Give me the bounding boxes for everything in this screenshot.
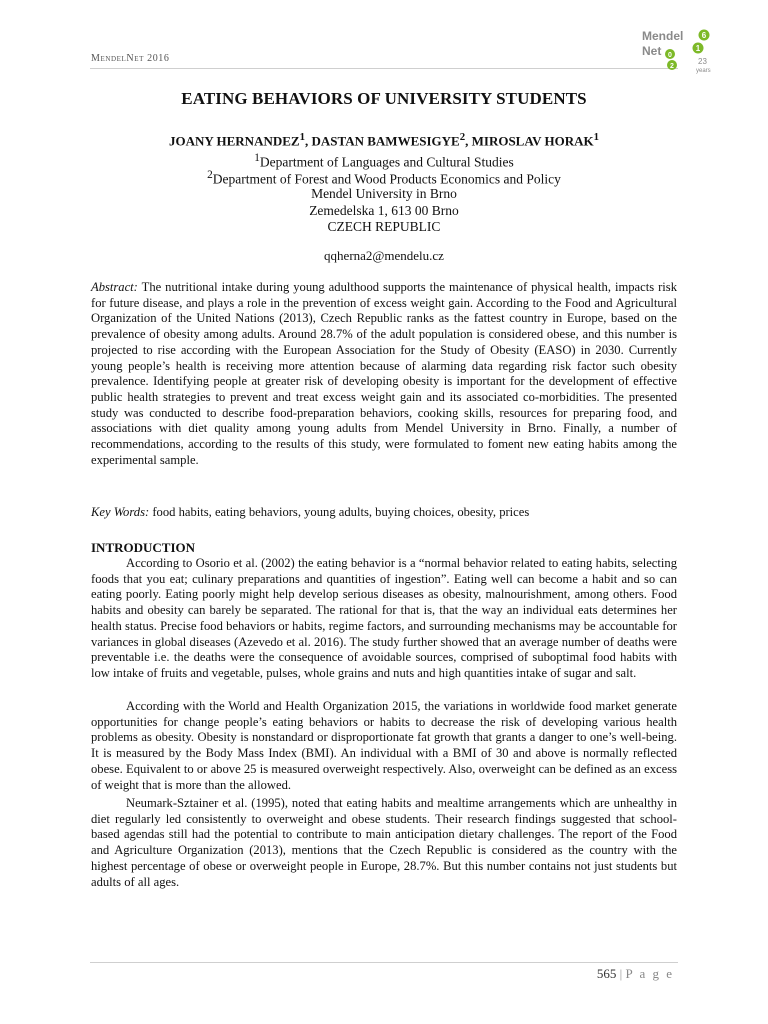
body-paragraph: According to Osorio et al. (2002) the eating behavior is a “normal behavior related to eating habits, selecting foods that you eat; culinary preparations and quantities of ingestion”. Eating well can become a habit and so can eating poorly. Eating poorly might help develop serious diseases as obesity, malnourishment, among others. Food habits and obesity can barely be separated. The rational for that is, that the way an individual eats determines her health status. Precise food behaviors or habits, regime factors, and surrounding mechanisms may be accountable for variances in global diseases (Azevedo et al. 2016). The study further showed that an average number of deaths were preventable i.e. the deaths were the consequence of avoidable sources, comprised of suboptimal food habits with low intake of fruits and vegetable, pulses, whole grains and nuts and high quantities intake of sugar and salt. — [91, 556, 677, 680]
affiliation-text: Department of Languages and Cultural Studies — [259, 154, 514, 170]
header-divider — [90, 68, 678, 69]
author-email: qqherna2@mendelu.cz — [324, 248, 444, 263]
logo-word-mendel: Mendel — [642, 29, 684, 43]
author-name: JOANY HERNANDEZ — [168, 133, 300, 149]
logo-digit: 6 — [701, 31, 707, 40]
affiliation-line — [0, 152, 768, 171]
affiliation-mark: 2 — [207, 169, 213, 181]
address-line: Zemedelska 1, 613 00 Brno — [309, 203, 459, 218]
author-affiliation-mark: 2 — [459, 131, 466, 143]
keywords-line — [91, 505, 677, 521]
abstract-label: Abstract: — [91, 280, 138, 294]
footer-divider — [90, 962, 678, 963]
body-paragraph: According with the World and Health Organization 2015, the variations in worldwide food market generate opportunities for change people’s eating behaviors or habits to decrease the risk of developing various health problems as obesity. Obesity is nonstandard or disproportionate fat growth that grants a danger to one’s well-being. It is measured by the Body Mass Index (BMI). An individual with a BMI of 30 and above is normally reflected obese. Equivalent to or above 25 is measured overweight respectively. Also, overweight can be defined as an excess of weight that is more than the allowed. — [91, 699, 677, 792]
affiliation-mark: 1 — [254, 152, 260, 164]
author-list — [0, 131, 768, 149]
university-name: Mendel University in Brno — [311, 186, 457, 201]
abstract-paragraph — [91, 280, 677, 468]
page-footer — [597, 966, 674, 982]
logo-digit: 1 — [695, 44, 701, 53]
section-heading-introduction: INTRODUCTION — [91, 540, 196, 555]
mendelnet-logo-graphic — [640, 26, 714, 74]
author-name: DASTAN BAMWESIGYE — [311, 133, 460, 149]
country-line: CZECH REPUBLIC — [327, 219, 441, 234]
keywords-label: Key Words: — [91, 505, 150, 519]
logo-years-label: years — [696, 68, 711, 74]
logo-word-net: Net — [642, 44, 662, 58]
logo-digit: 0 — [668, 52, 672, 59]
conference-header: MendelNet 2016 — [91, 53, 170, 64]
page-number: 565 — [596, 966, 617, 981]
abstract-text: The nutritional intake during young adulthood supports the maintenance of physical health, impacts risk for future disease, and plays a role in the prevention of excess weight gain. According to the Food and Agricultural Organization of the United Nations (2013), Czech Republic ranks as the fattest country in Europe, based on the prevalence of obesity among adults. Around 28.7% of the adult population is considered obese, and this number is projected to rise according with the European Association for the Study of Obesity (EASO) in 2030. Currently young people’s health is receiving more attention because of alarming data regarding risk factor such obesity prevalence. Identifying people at greater risk of developing obesity is important for the development of effective public health strategies to prevent and treat excess weight gain and its associated co-morbidities. The presented study was conducted to describe food-preparation behaviors, cooking skills, resources for preparing food, and associations with diet quality among young adults from Mendel University in Brno. Finally, a number of recommendations, according to the results of this study, were formulated to foment new eating habits among the experimental sample. — [91, 280, 677, 467]
paper-title: EATING BEHAVIORS OF UNIVERSITY STUDENTS — [181, 89, 587, 108]
author-affiliation-mark: 1 — [593, 131, 600, 143]
footer-separator: | — [619, 966, 623, 981]
author-affiliation-mark: 1 — [299, 131, 305, 143]
page-label: P a g e — [625, 966, 674, 981]
logo-digit: 2 — [670, 63, 674, 70]
affiliation-line — [0, 169, 768, 188]
affiliation-text: Department of Forest and Wood Products Economics and Policy — [212, 171, 561, 187]
author-name: MIROSLAV HORAK — [471, 133, 594, 149]
logo-years-number: 23 — [698, 57, 707, 66]
author-separator: , — [465, 133, 472, 149]
keywords-text: food habits, eating behaviors, young adults, buying choices, obesity, prices — [152, 505, 530, 519]
author-separator: , — [305, 133, 312, 149]
mendelnet-logo — [640, 26, 714, 74]
body-paragraph: Neumark-Sztainer et al. (1995), noted that eating habits and mealtime arrangements which are unhealthy in diet regularly led consistently to overweight and obese students. Their research findings suggested that school-based agendas still had the potential to contribute to main anticipation dietary challenges. The report of the Food and Agriculture Organization (2013), mentions that the Czech Republic is considered as the country with the highest percentage of obese or overweight people in Europe, 28.7%. But this number contains not just students but adults of all ages. — [91, 796, 677, 889]
